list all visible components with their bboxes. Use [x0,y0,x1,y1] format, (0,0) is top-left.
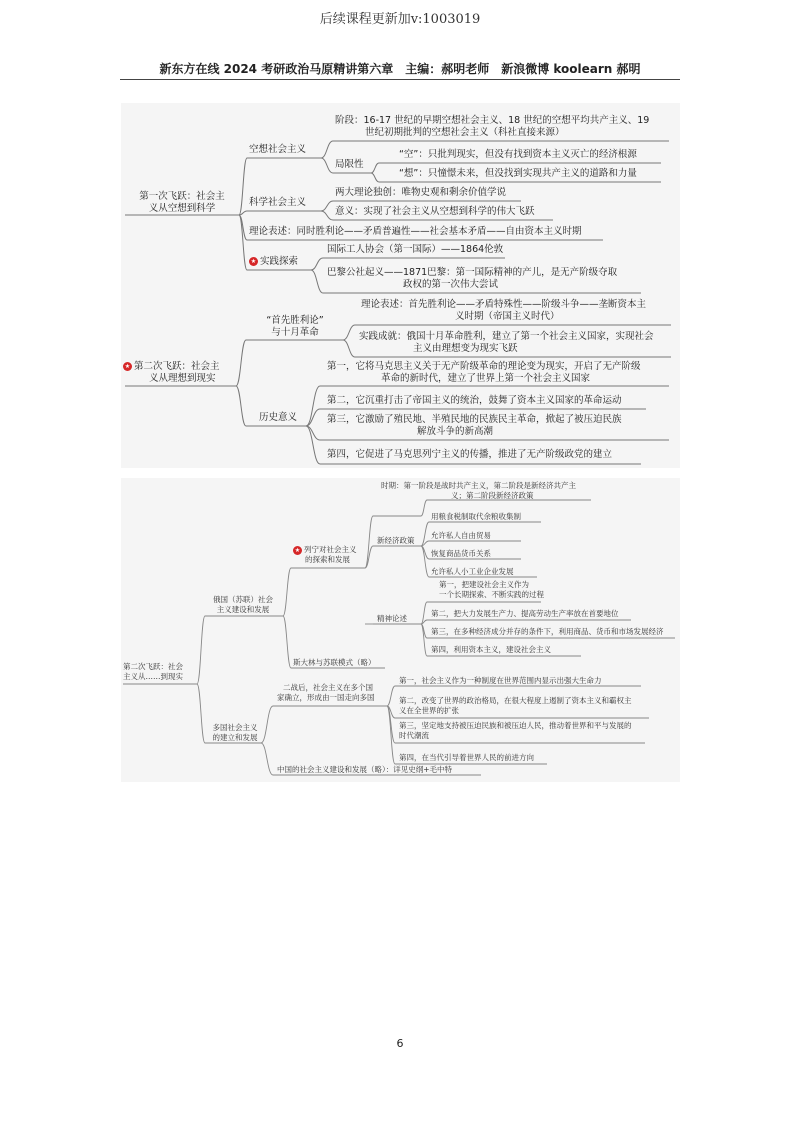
node-multi-line2: 的建立和发展 [212,733,258,742]
node-spirit-1 [439,580,544,600]
node-practice [249,256,298,268]
node-china: 中国的社会主义建设和发展（略）：详见史纲+毛中特 [277,765,453,774]
node-second-leap-line1: 第二次飞跃：社会主 [134,361,220,372]
node-hist-3 [327,414,622,438]
node-nep-2: 允许私人自由贸易 [431,531,491,540]
node-nep: 新经济政策 [377,536,415,545]
node-first-leap [125,191,239,215]
node-second-leap-line2: 义从理想到现实 [149,373,216,384]
node-spirit-1-line1: 第一，把建设社会主义作为 [439,580,529,589]
node-war-communism [381,481,576,501]
node-russia-line1: 俄国（苏联）社会 [213,595,273,604]
node-utopian-socialism: 空想社会主义 [249,144,307,155]
node-root-line1: 第二次飞跃：社会 [123,662,183,671]
node-fw-achievement [359,331,654,355]
node-lenin [293,545,357,565]
node-sci-discovery: 两大理论独创：唯物史观和剩余价值学说 [335,187,507,198]
star-icon: ★ [124,363,131,370]
node-root-second-leap [123,662,183,682]
node-first-victory-line1: “首先胜利论” [266,315,324,326]
node-second-leap [123,361,236,385]
node-fw-theory-line1: 理论表述：首先胜利论——矛盾特殊性——阶级斗争——垄断资本主 [361,299,647,310]
node-first-leap-line1: 第一次飞跃：社会主 [139,191,225,202]
node-root-line2: 主义从……到现实 [123,672,183,681]
node-nep-4: 允许私人小工业企业发展 [431,567,514,576]
node-hist-2: 第二，它沉重打击了帝国主义的统治，鼓舞了资本主义国家的革命运动 [327,395,622,406]
node-hist-1-line2: 革命的新时代，建立了世界上第一个社会主义国家 [381,373,591,384]
node-postwar-line2: 家确立，形成由一国走向多国 [277,693,375,702]
mindmap-first-second-leap [121,103,680,468]
node-lenin-line2: 的探索和发展 [305,555,350,564]
node-spirit: 精神论述 [377,614,407,623]
node-multi-4: 第四，在当代引导着世界人民的前进方向 [399,753,534,762]
node-limit-empty: “空”：只批判现实，但没有找到资本主义灭亡的经济根源 [399,149,637,160]
node-multi-2 [399,696,632,716]
node-nep-1: 用粮食税制取代余粮收集制 [431,512,521,521]
node-wc-line2: 义；第二阶段新经济政策 [451,491,534,500]
node-multi-2-line1: 第二，改变了世界的政治格局，在很大程度上遏制了资本主义和霸权主 [399,696,632,705]
node-fw-achievement-line1: 实践成就：俄国十月革命胜利，建立了第一个社会主义国家，实现社会 [359,331,654,342]
node-spirit-1-line2: 一个长期探索、不断实践的过程 [439,590,544,599]
mindmap-socialist-development [121,478,680,782]
node-hist-3-line2: 解放斗争的新高潮 [417,426,494,437]
node-stalin: 斯大林与苏联模式（略） [293,658,376,667]
node-multi-line1: 多国社会主义 [212,723,258,732]
node-stage-line1: 阶段：16-17 世纪的早期空想社会主义、18 世纪的空想平均共产主义、19 [335,115,650,126]
node-first-victory-line2: 与十月革命 [271,327,319,338]
node-multi-2-line2: 义在全世界的扩张 [399,706,459,715]
node-stage-line2: 世纪初期批判的空想社会主义（科社直接来源） [365,127,565,138]
node-wc-line1: 时期：第一阶段是战时共产主义，第二阶段是新经济共产主 [381,481,576,490]
node-multi-3-line2: 时代潮流 [399,731,429,740]
node-postwar-line1: 二战后，社会主义在多个国 [283,683,373,692]
node-first-international: 国际工人协会（第一国际）——1864伦敦 [327,244,504,255]
node-practice-label: 实践探索 [260,256,299,267]
node-first-victory [247,315,343,339]
node-nep-3: 恢复商品货币关系 [431,549,491,558]
node-fw-achievement-line2: 主义由理想变为现实飞跃 [413,343,518,354]
node-russia-line2: 主义建设和发展 [216,605,270,614]
node-historical-significance: 历史意义 [259,412,298,423]
node-fw-theory-line2: 义时期（帝国主义时代） [455,311,560,322]
page-number: 6 [396,1037,404,1050]
node-spirit-3: 第三，在多种经济成分并存的条件下，利用商品、货币和市场发展经济 [431,627,664,636]
node-multi-1: 第一，社会主义作为一种制度在世界范围内显示出强大生命力 [399,676,602,685]
node-paris-line2: 政权的第一次伟大尝试 [403,279,499,290]
node-lenin-line1: 列宁对社会主义 [304,545,357,554]
node-first-leap-line2: 义从空想到科学 [148,203,216,214]
node-postwar [277,683,375,703]
node-theory-simultaneous: 理论表述：同时胜利论——矛盾普遍性——社会基本矛盾——自由资本主义时期 [249,226,582,237]
node-sci-significance: 意义：实现了社会主义从空想到科学的伟大飞跃 [335,206,535,217]
node-spirit-4: 第四，利用资本主义，建设社会主义 [431,645,551,654]
node-hist-1 [327,361,641,385]
node-russia [203,595,283,615]
node-hist-1-line1: 第一，它将马克思主义关于无产阶级革命的理论变为现实，开启了无产阶级 [327,361,641,372]
watermark-text: 后续课程更新加v:1003019 [319,12,481,27]
node-fw-theory [361,299,646,323]
node-hist-3-line1: 第三，它激励了殖民地、半殖民地的民族民主革命，掀起了被压迫民族 [327,414,622,425]
node-hist-4: 第四，它促进了马克思列宁主义的传播，推进了无产阶级政党的建立 [327,449,613,460]
node-multi-3-line1: 第三，坚定地支持被压迫民族和被压迫人民，推动着世界和平与发展的 [399,721,632,730]
node-multi-country [205,723,265,743]
node-multi-3 [399,721,632,741]
node-limit-imagine: “想”：只憧憬未来，但没找到实现共产主义的道路和力量 [399,168,637,179]
node-scientific-socialism: 科学社会主义 [249,197,307,208]
page-header: 新东方在线 2024 考研政治马原精讲第六章 主编：郝明老师 新浪微博 koolearn 郝明 [159,62,641,76]
star-icon: ★ [294,546,301,554]
header-rule [120,79,680,80]
node-stage [335,115,649,139]
star-icon: ★ [250,258,257,265]
node-spirit-2: 第二，把大力发展生产力、提高劳动生产率放在首要地位 [431,609,619,618]
node-limitation: 局限性 [335,159,364,170]
node-paris-commune [327,267,617,291]
node-paris-line1: 巴黎公社起义——1871巴黎：第一国际精神的产儿，是无产阶级夺取 [327,267,618,278]
